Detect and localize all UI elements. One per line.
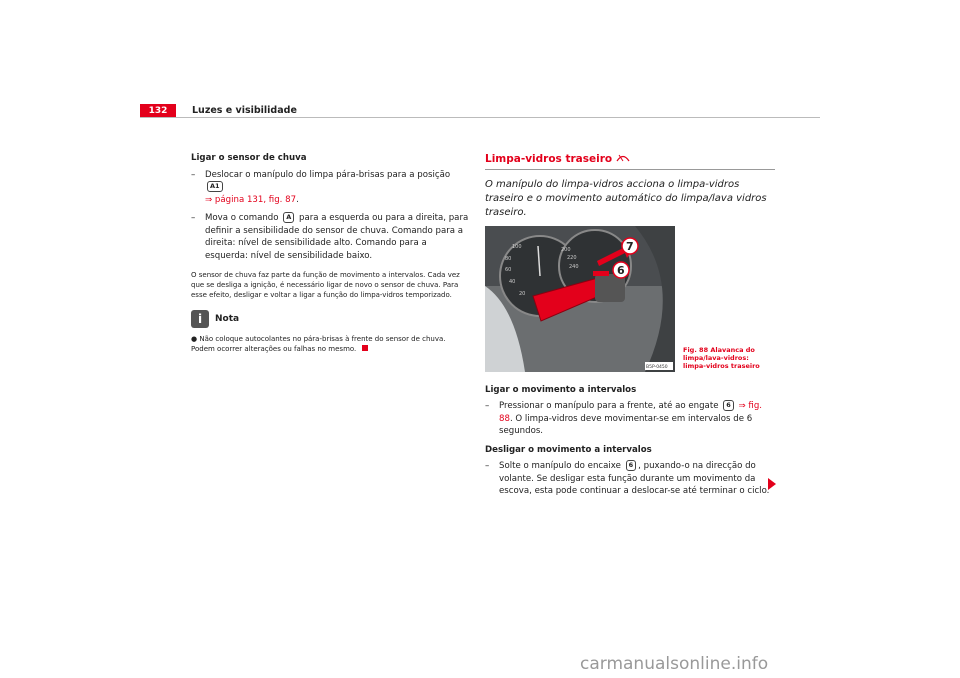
rain-sensor-step-1	[191, 169, 471, 207]
page-number: 132	[140, 104, 176, 118]
gauge-tick: 20	[519, 290, 526, 297]
step-text-end: .	[296, 194, 299, 205]
gauge-tick: 40	[509, 278, 516, 285]
section-title	[485, 152, 775, 170]
section-end-icon	[362, 345, 368, 351]
left-column	[191, 152, 471, 354]
step-text-end: para a esquerda ou para a direita, para definir a sensibilidade do sensor de chuva. Comando para a direita: nível de sensibilidade alto. Comando para a esquerda: nível de sensibilidade baixo.	[205, 213, 469, 261]
note-text: Não coloque autocolantes no pára-brisas à frente do sensor de chuva. Podem ocorrer alterações ou falhas no mesmo.	[191, 335, 446, 353]
wiper-lever-figure	[485, 226, 675, 372]
figure-code: B5P-0450	[646, 364, 668, 370]
section-title-text: Limpa-vidros traseiro	[485, 153, 613, 165]
gauge-tick: 100	[512, 243, 522, 250]
step-dash: –	[191, 213, 196, 223]
figure-ref-link[interactable]: ⇒ fig. 88	[499, 401, 763, 424]
rain-sensor-info: O sensor de chuva faz parte da função de movimento a intervalos. Cada vez que se desliga a ignição, é necessário ligar de novo o sensor de chuva. Para esse efeito, desligar e voltar a ligar a função do limpa-vidros temporizado.	[191, 271, 460, 299]
right-column	[485, 152, 775, 504]
gauge-tick: 80	[505, 255, 512, 262]
gauge-tick: 240	[569, 263, 579, 270]
position-badge: 6	[626, 460, 637, 471]
rear-wiper-icon	[616, 152, 630, 162]
interval-on-heading: Ligar o movimento a intervalos	[485, 384, 637, 395]
step-text: Mova o comando	[205, 213, 279, 223]
note-title: Nota	[215, 313, 240, 324]
step-dash: –	[485, 461, 490, 471]
position-badge: A1	[207, 181, 223, 192]
watermark: carmanualsonline.info	[580, 654, 769, 674]
note-body	[191, 334, 471, 354]
label-7: 7	[626, 239, 634, 253]
gauge-tick: 60	[505, 266, 512, 273]
next-page-arrow-icon[interactable]	[768, 478, 776, 490]
gauge-tick: 220	[567, 254, 577, 261]
control-badge: A	[283, 212, 294, 223]
rain-sensor-heading: Ligar o sensor de chuva	[191, 153, 307, 163]
step-text: Solte o manípulo do encaixe	[499, 461, 621, 471]
page-header-title: Luzes e visibilidade	[192, 105, 297, 116]
note-header	[191, 310, 471, 328]
header-rule	[140, 117, 820, 118]
step-text-end: . O limpa-vidros deve movimentar-se em intervalos de 6 segundos.	[499, 413, 753, 436]
interval-off-heading: Desligar o movimento a intervalos	[485, 444, 652, 455]
page-ref-link[interactable]: ⇒ página 131, fig. 87	[205, 194, 297, 205]
position-badge: 6	[723, 400, 734, 411]
step-text-end: , puxando-o na direcção do volante. Se desligar esta função durante um movimento da escova, esta pode continuar a deslocar-se até terminar o ciclo.	[499, 461, 770, 496]
interval-on-step	[485, 400, 775, 438]
note-icon: i	[191, 310, 209, 328]
figure-caption: Fig. 88 Alavanca do limpa/lava-vidros: limpa-vidros traseiro	[683, 345, 760, 370]
intro-text: O manípulo do limpa-vidros acciona o limpa-vidros traseiro e o movimento automático do limpa/lava vidros traseiro.	[485, 178, 767, 218]
bullet-icon: ●	[191, 335, 198, 343]
figure-container	[485, 226, 775, 372]
rain-sensor-step-2	[191, 212, 471, 262]
step-dash: –	[191, 169, 196, 180]
label-6: 6	[617, 263, 625, 277]
step-text: Pressionar o manípulo para a frente, até ao engate	[499, 401, 719, 411]
gauge-tick: 200	[561, 246, 571, 253]
step-text: Deslocar o manípulo do limpa pára-brisas para a posição	[205, 169, 451, 180]
interval-off-step	[485, 460, 775, 498]
step-dash: –	[485, 401, 490, 411]
